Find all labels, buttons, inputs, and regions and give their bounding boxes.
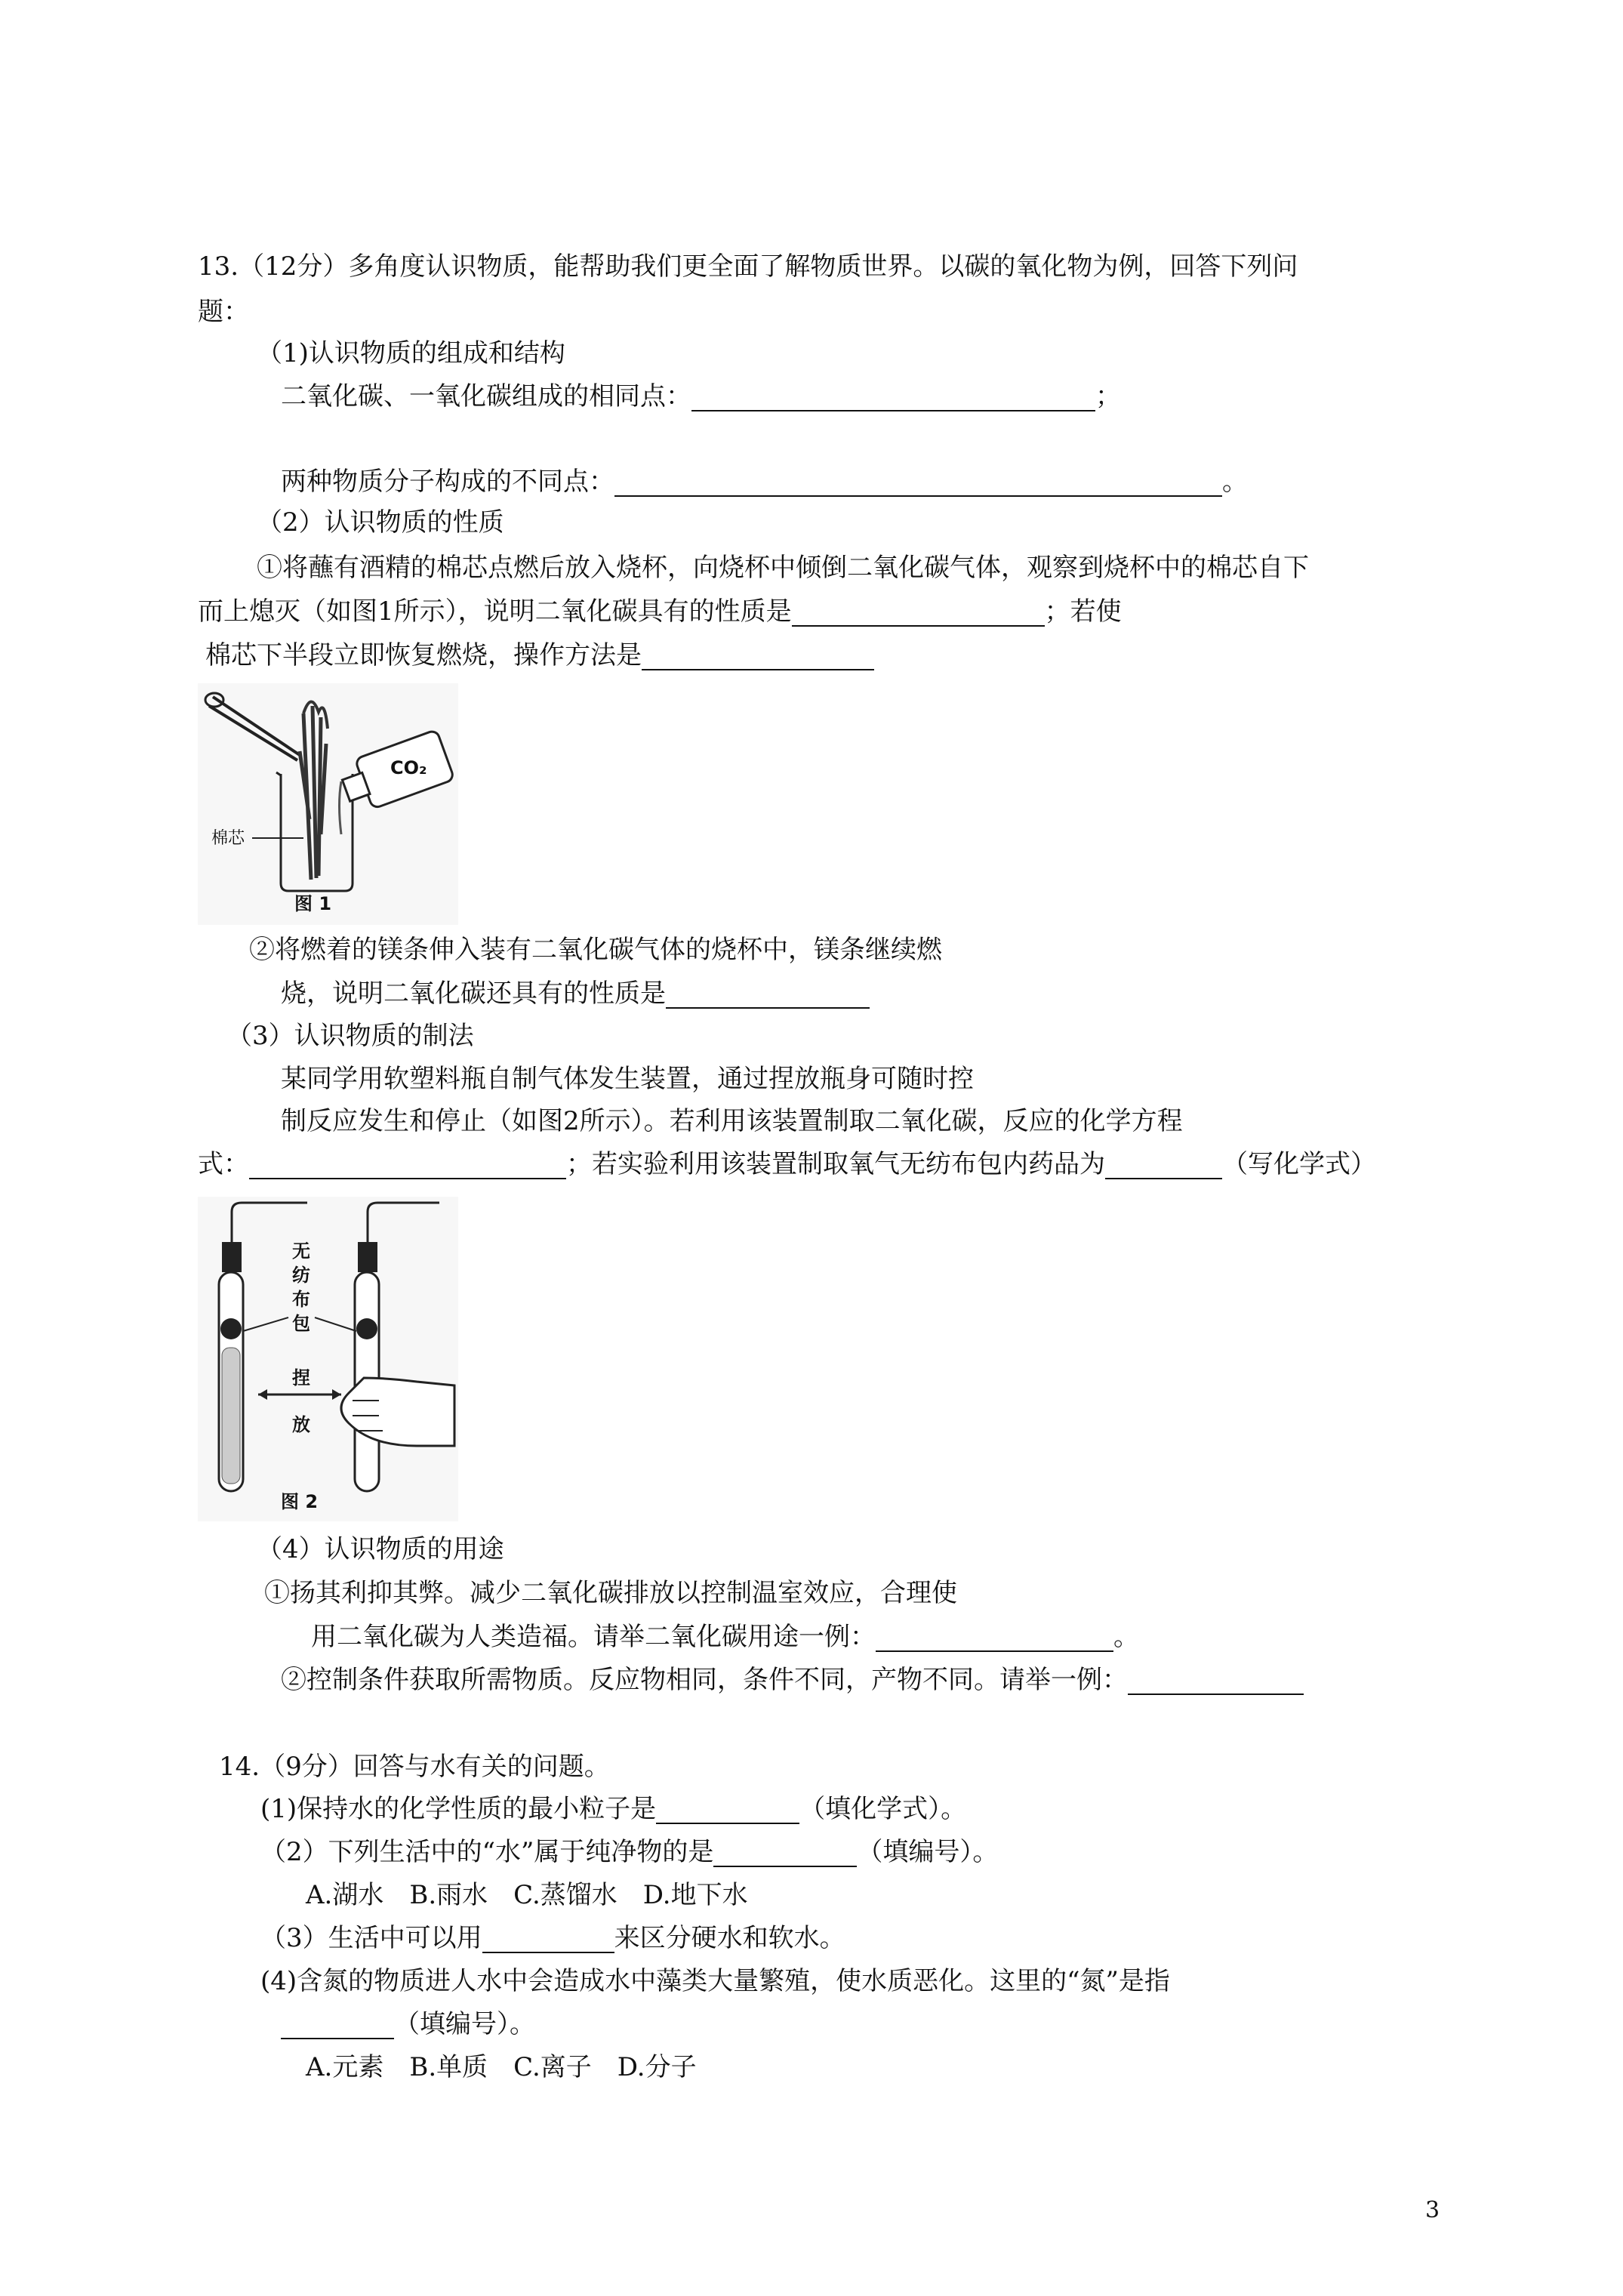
q13-part2-2b-text: 烧，说明二氧化碳还具有的性质是 [281,978,666,1009]
q13-part2-1b-text: 而上熄灭（如图1所示），说明二氧化碳具有的性质是 [198,596,792,627]
bag-label-1: 无 [292,1240,310,1262]
q13-part3-a: 某同学用软塑料瓶自制气体发生装置，通过捏放瓶身可随时控 [281,1064,974,1094]
bag-label-4: 包 [292,1313,310,1334]
q13-part1-a [281,381,1121,411]
answer-blank[interactable] [691,384,1095,411]
q14-s3 [260,1923,845,1953]
bag-label-3: 布 [292,1289,310,1310]
q13-part3-c2: ；若实验利用该装置制取氧气无纺布包内药品为 [566,1149,1105,1179]
co2-label: CO₂ [390,757,427,778]
q14-s2-text: （2）下列生活中的“水”属于纯净物的是 [260,1837,714,1867]
q14-s4-options: A.元素 B.单质 C.离子 D.分子 [306,2052,697,2082]
q13-part2-1a: ①将蘸有酒精的棉芯点燃后放入烧杯，向烧杯中倾倒二氧化碳气体，观察到烧杯中的棉芯自下 [257,553,1309,583]
pinch-label: 捏 [292,1367,310,1388]
figure-2 [198,1197,458,1521]
q14-s2 [260,1837,998,1867]
q13-part1-b [281,467,1248,497]
q14-title: 14.（9分）回答与水有关的问题。 [219,1752,610,1782]
q14-s1-end: （填化学式）。 [799,1794,967,1824]
page-number: 3 [1425,2197,1440,2224]
figure-1-caption: 图 1 [294,893,332,914]
q13-part3-title: （3）认识物质的制法 [226,1021,474,1051]
q13-part2-2b [281,978,870,1009]
q13-part3-c3: （写化学式） [1222,1149,1376,1179]
q14-s4b-end: （填编号）。 [394,2009,535,2039]
q13-part1-b-text: 两种物质分子构成的不同点： [281,467,614,497]
answer-blank[interactable] [792,599,1045,627]
q13-part2-1c-text: 棉芯下半段立即恢复燃烧，操作方法是 [205,640,642,670]
q14-s2-options: A.湖水 B.雨水 C.蒸馏水 D.地下水 [306,1880,748,1910]
answer-blank[interactable] [281,2012,394,2039]
q13-part3-b: 制反应发生和停止（如图2所示）。若利用该装置制取二氧化碳，反应的化学方程 [281,1106,1183,1136]
answer-blank[interactable] [642,643,874,670]
q14-s3-text: （3）生活中可以用 [260,1923,482,1953]
answer-blank[interactable] [666,982,870,1009]
punct: ； [1095,381,1121,411]
answer-blank[interactable] [1105,1152,1222,1179]
q13-part1-a-text: 二氧化碳、一氧化碳组成的相同点： [281,381,691,411]
q13-part4-title: （4）认识物质的用途 [257,1534,504,1564]
q13-part1-title: （1)认识物质的组成和结构 [257,338,565,368]
q13-part4-1b [311,1622,1139,1652]
gas-generator-diagram [198,1197,458,1521]
beaker-co2-diagram [198,683,458,925]
answer-blank[interactable] [614,470,1222,497]
q13-part2-title: （2）认识物质的性质 [257,507,504,538]
q13-part4-2 [281,1665,1304,1695]
answer-blank[interactable] [876,1625,1113,1652]
q13-part3-c1: 式： [198,1149,249,1179]
answer-blank[interactable] [656,1797,799,1824]
q13-line1: 13.（12分）多角度认识物质，能帮助我们更全面了解物质世界。以碳的氧化物为例，回答下列问 [198,251,1298,282]
answer-blank[interactable] [713,1840,857,1867]
release-label: 放 [292,1414,310,1435]
answer-blank[interactable] [249,1152,566,1179]
q13-part4-2-text: ②控制条件获取所需物质。反应物相同，条件不同，产物不同。请举一例： [281,1665,1128,1695]
q14-s2-end: （填编号）。 [857,1837,999,1867]
q13-part4-1b-text: 用二氧化碳为人类造福。请举二氧化碳用途一例： [311,1622,876,1652]
q14-s1 [260,1794,966,1824]
q13-part4-1a: ①扬其利抑其弊。减少二氧化碳排放以控制温室效应，合理使 [264,1578,957,1608]
q14-s3-end: 来区分硬水和软水。 [614,1923,845,1953]
bag-label-2: 纺 [292,1265,310,1286]
q13-part2-1c [205,640,874,670]
q13-part3-c [198,1149,1376,1179]
wick-label: 棉芯 [211,829,245,848]
figure-2-caption: 图 2 [281,1491,319,1512]
q13-part2-1b [198,596,1122,627]
figure-1 [198,683,458,925]
punct: 。 [1113,1622,1139,1652]
q14-s4a: (4)含氮的物质进人水中会造成水中藻类大量繁殖，使水质恶化。这里的“氮”是指 [260,1966,1170,1996]
answer-blank[interactable] [482,1926,614,1953]
answer-blank[interactable] [1128,1668,1304,1695]
q14-s4b [281,2009,535,2039]
q13-part2-2a: ②将燃着的镁条伸入装有二氧化碳气体的烧杯中，镁条继续燃 [249,935,942,965]
punct: 。 [1222,467,1248,497]
q13-line1b: 题： [198,297,249,327]
q14-s1-text: (1)保持水的化学性质的最小粒子是 [260,1794,657,1824]
q13-part2-1b-end: ；若使 [1044,596,1122,627]
